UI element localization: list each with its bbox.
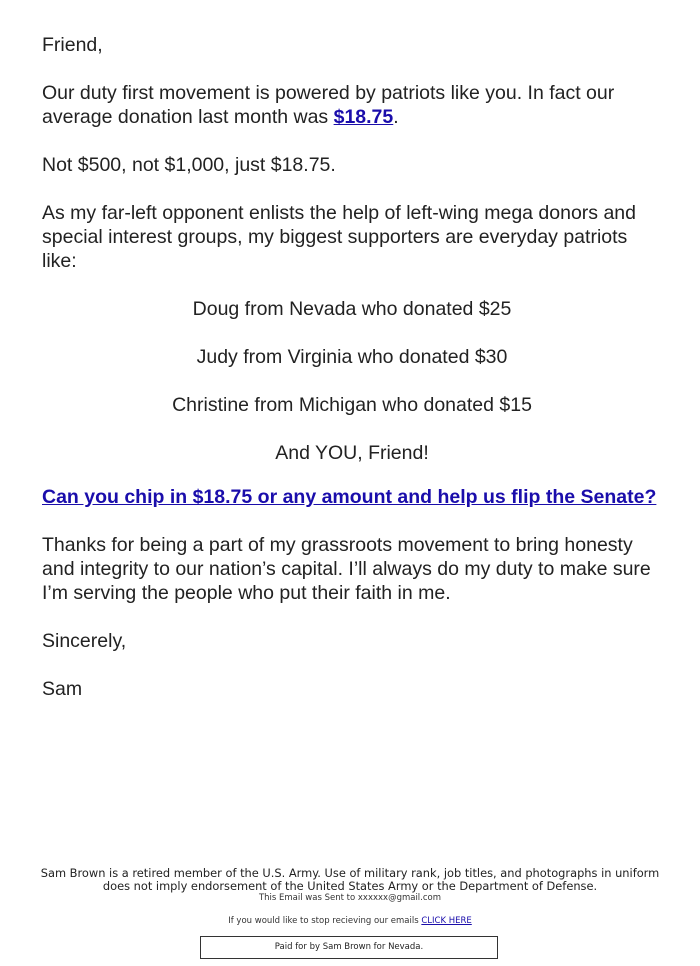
paragraph-amounts: Not $500, not $1,000, just $18.75. bbox=[42, 154, 336, 176]
signature: Sam bbox=[42, 678, 83, 700]
average-donation-text: Our duty first movement is powered by patriots like you. In fact our average donation last month was bbox=[42, 82, 615, 128]
donor-item: Christine from Michigan who donated $15 bbox=[172, 394, 532, 416]
paid-for-box: Paid for by Sam Brown for Nevada. bbox=[200, 936, 498, 959]
military-disclaimer: Sam Brown is a retired member of the U.S. Army. Use of military rank, job titles, and photographs in uniform does not imply endorsement of the United States Army or the Department of Defense. bbox=[40, 866, 660, 893]
unsubscribe-text: If you would like to stop recieving our emails bbox=[228, 916, 422, 926]
sent-to-notice: This Email was Sent to xxxxxx@gmail.com bbox=[258, 893, 442, 903]
greeting: Friend, bbox=[42, 34, 103, 56]
unsubscribe-line bbox=[40, 916, 660, 927]
paragraph-thanks: Thanks for being a part of my grassroots movement to bring honesty and integrity to our nation’s capital. I’ll always do my duty to make sure I’m serving the people who put their faith in me. bbox=[42, 534, 651, 604]
email-footer bbox=[40, 867, 660, 927]
donor-item-you: And YOU, Friend! bbox=[275, 442, 429, 464]
paragraph-opponent: As my far-left opponent enlists the help of left-wing mega donors and special interest groups, my biggest supporters are everyday patriots like: bbox=[42, 202, 636, 272]
unsubscribe-link[interactable]: CLICK HERE bbox=[421, 916, 472, 926]
paragraph-average-donation bbox=[42, 81, 662, 129]
cta-paragraph bbox=[42, 485, 662, 509]
donor-item: Judy from Virginia who donated $30 bbox=[196, 346, 508, 368]
average-donation-link[interactable]: $18.75 bbox=[333, 106, 394, 128]
email-body bbox=[42, 33, 662, 725]
donor-item: Doug from Nevada who donated $25 bbox=[192, 298, 512, 320]
closing: Sincerely, bbox=[42, 630, 127, 652]
chip-in-link[interactable]: Can you chip in $18.75 or any amount and help us flip the Senate? bbox=[42, 486, 657, 508]
average-donation-end: . bbox=[393, 106, 399, 128]
